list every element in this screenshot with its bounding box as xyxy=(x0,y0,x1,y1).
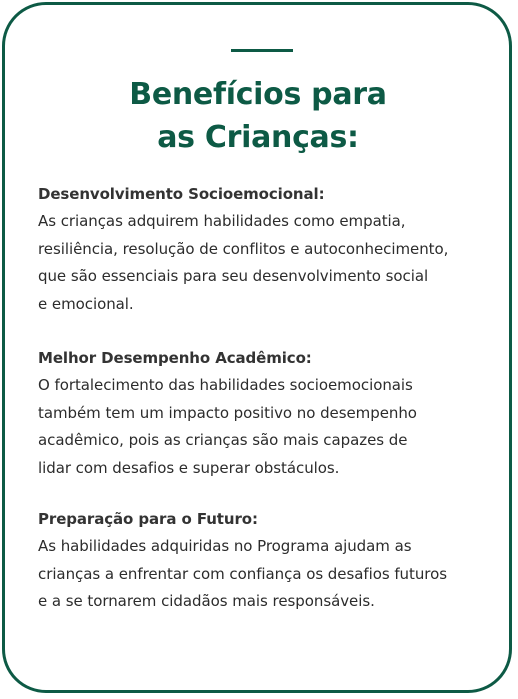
section-heading: Desenvolvimento Socioemocional: xyxy=(38,185,325,203)
section-text-line: que são essenciais para seu desenvolvimento social xyxy=(38,267,429,286)
card-title xyxy=(5,73,511,159)
section-socioemotional xyxy=(38,181,508,318)
section-text-line: crianças a enfrentar com confiança os desafios futuros xyxy=(38,564,447,583)
section-text-line: e emocional. xyxy=(38,294,134,313)
benefits-card xyxy=(2,2,512,693)
section-text-line: resiliência, resolução de conflitos e autoconhecimento, xyxy=(38,239,449,258)
card-title-line-2: as Crianças: xyxy=(157,120,359,155)
section-academic xyxy=(38,345,508,482)
section-text-line: As habilidades adquiridas no Programa ajudam as xyxy=(38,537,412,556)
section-heading: Preparação para o Futuro: xyxy=(38,510,258,528)
section-text-line: As crianças adquirem habilidades como empatia, xyxy=(38,212,406,231)
section-text-line: O fortalecimento das habilidades socioemocionais xyxy=(38,376,413,395)
section-heading: Melhor Desempenho Acadêmico: xyxy=(38,349,312,367)
section-text-line: e a se tornarem cidadãos mais responsáveis. xyxy=(38,592,375,611)
section-future xyxy=(38,506,508,616)
card-title-line-1: Benefícios para xyxy=(129,77,387,112)
section-text-line: acadêmico, pois as crianças são mais capazes de xyxy=(38,431,408,450)
section-text-line: lidar com desafios e superar obstáculos. xyxy=(38,458,340,477)
decorative-rule xyxy=(231,49,293,52)
section-text-line: também tem um impacto positivo no desempenho xyxy=(38,403,417,422)
